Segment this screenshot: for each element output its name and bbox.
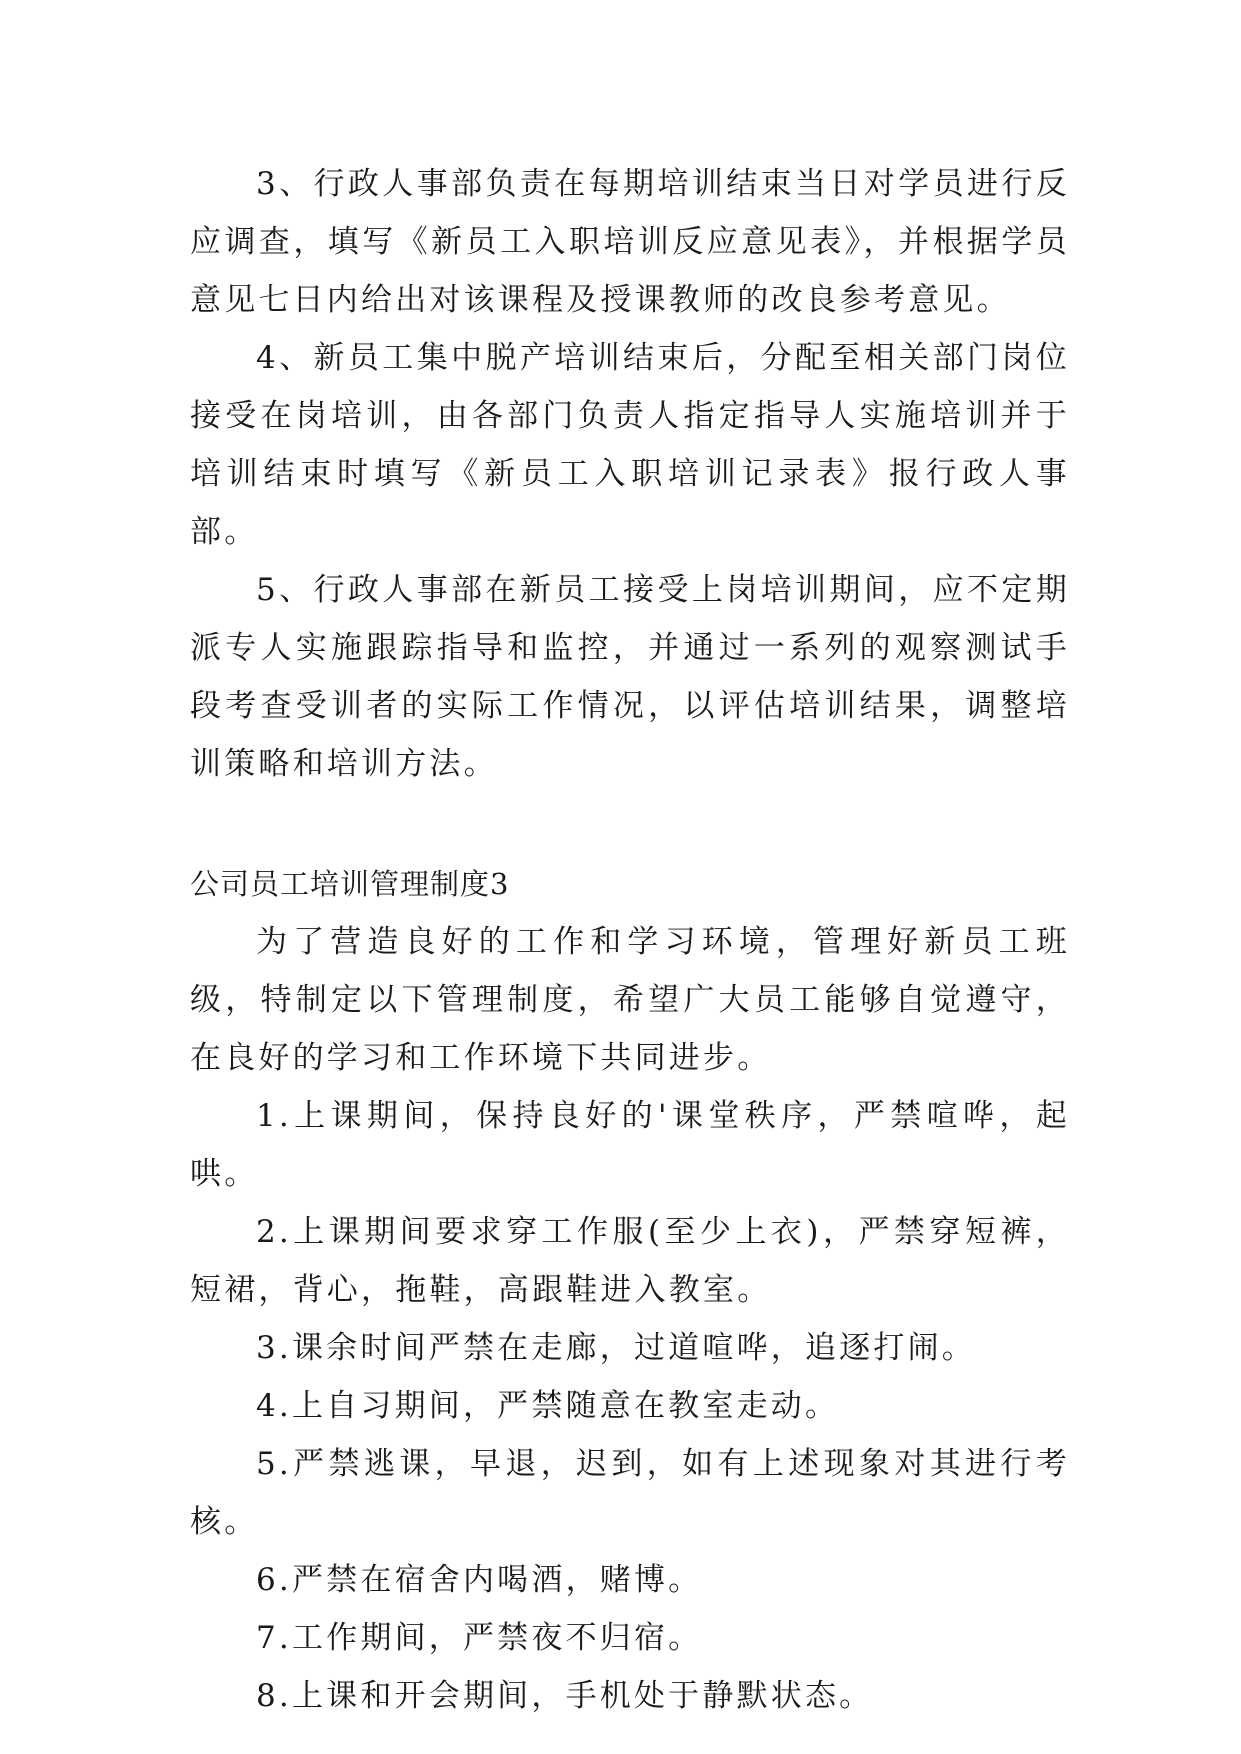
rule-item-5: 5.严禁逃课，早退，迟到，如有上述现象对其进行考核。: [190, 1446, 1070, 1540]
rule-item-4: 4.上自习期间，严禁随意在教室走动。: [256, 1388, 840, 1424]
rule-item-2: 2.上课期间要求穿工作服(至少上衣)，严禁穿短裤，短裙，背心，拖鞋，高跟鞋进入教室。: [190, 1214, 1070, 1308]
rule-item-8: 8.上课和开会期间，手机处于静默状态。: [256, 1678, 874, 1714]
paragraph-item-5: 5、行政人事部在新员工接受上岗培训期间，应不定期派专人实施跟踪指导和监控，并通过一系列的观察测试手段考查受训者的实际工作情况，以评估培训结果，调整培训策略和培训方法。: [190, 572, 1070, 782]
paragraph-item-4: 4、新员工集中脱产培训结束后，分配至相关部门岗位接受在岗培训，由各部门负责人指定指导人实施培训并于培训结束时填写《新员工入职培训记录表》报行政人事部。: [190, 340, 1070, 550]
document-body: [190, 155, 1070, 1725]
rule-item-1: 1.上课期间，保持良好的'课堂秩序，严禁喧哗，起哄。: [190, 1098, 1070, 1192]
paragraph-item-3: 3、行政人事部负责在每期培训结束当日对学员进行反应调查，填写《新员工入职培训反应意见表》，并根据学员意见七日内给出对该课程及授课教师的改良参考意见。: [190, 166, 1070, 318]
rule-item-3: 3.课余时间严禁在走廊，过道喧哗，追逐打闹。: [256, 1330, 976, 1366]
section-spacer: [190, 793, 1070, 855]
rule-item-7: 7.工作期间，严禁夜不归宿。: [256, 1620, 703, 1656]
rule-item-6: 6.严禁在宿舍内喝酒，赌博。: [256, 1562, 703, 1598]
section-heading: 公司员工培训管理制度3: [190, 867, 510, 901]
intro-paragraph: 为了营造良好的工作和学习环境，管理好新员工班级，特制定以下管理制度，希望广大员工能够自觉遵守，在良好的学习和工作环境下共同进步。: [190, 924, 1070, 1076]
